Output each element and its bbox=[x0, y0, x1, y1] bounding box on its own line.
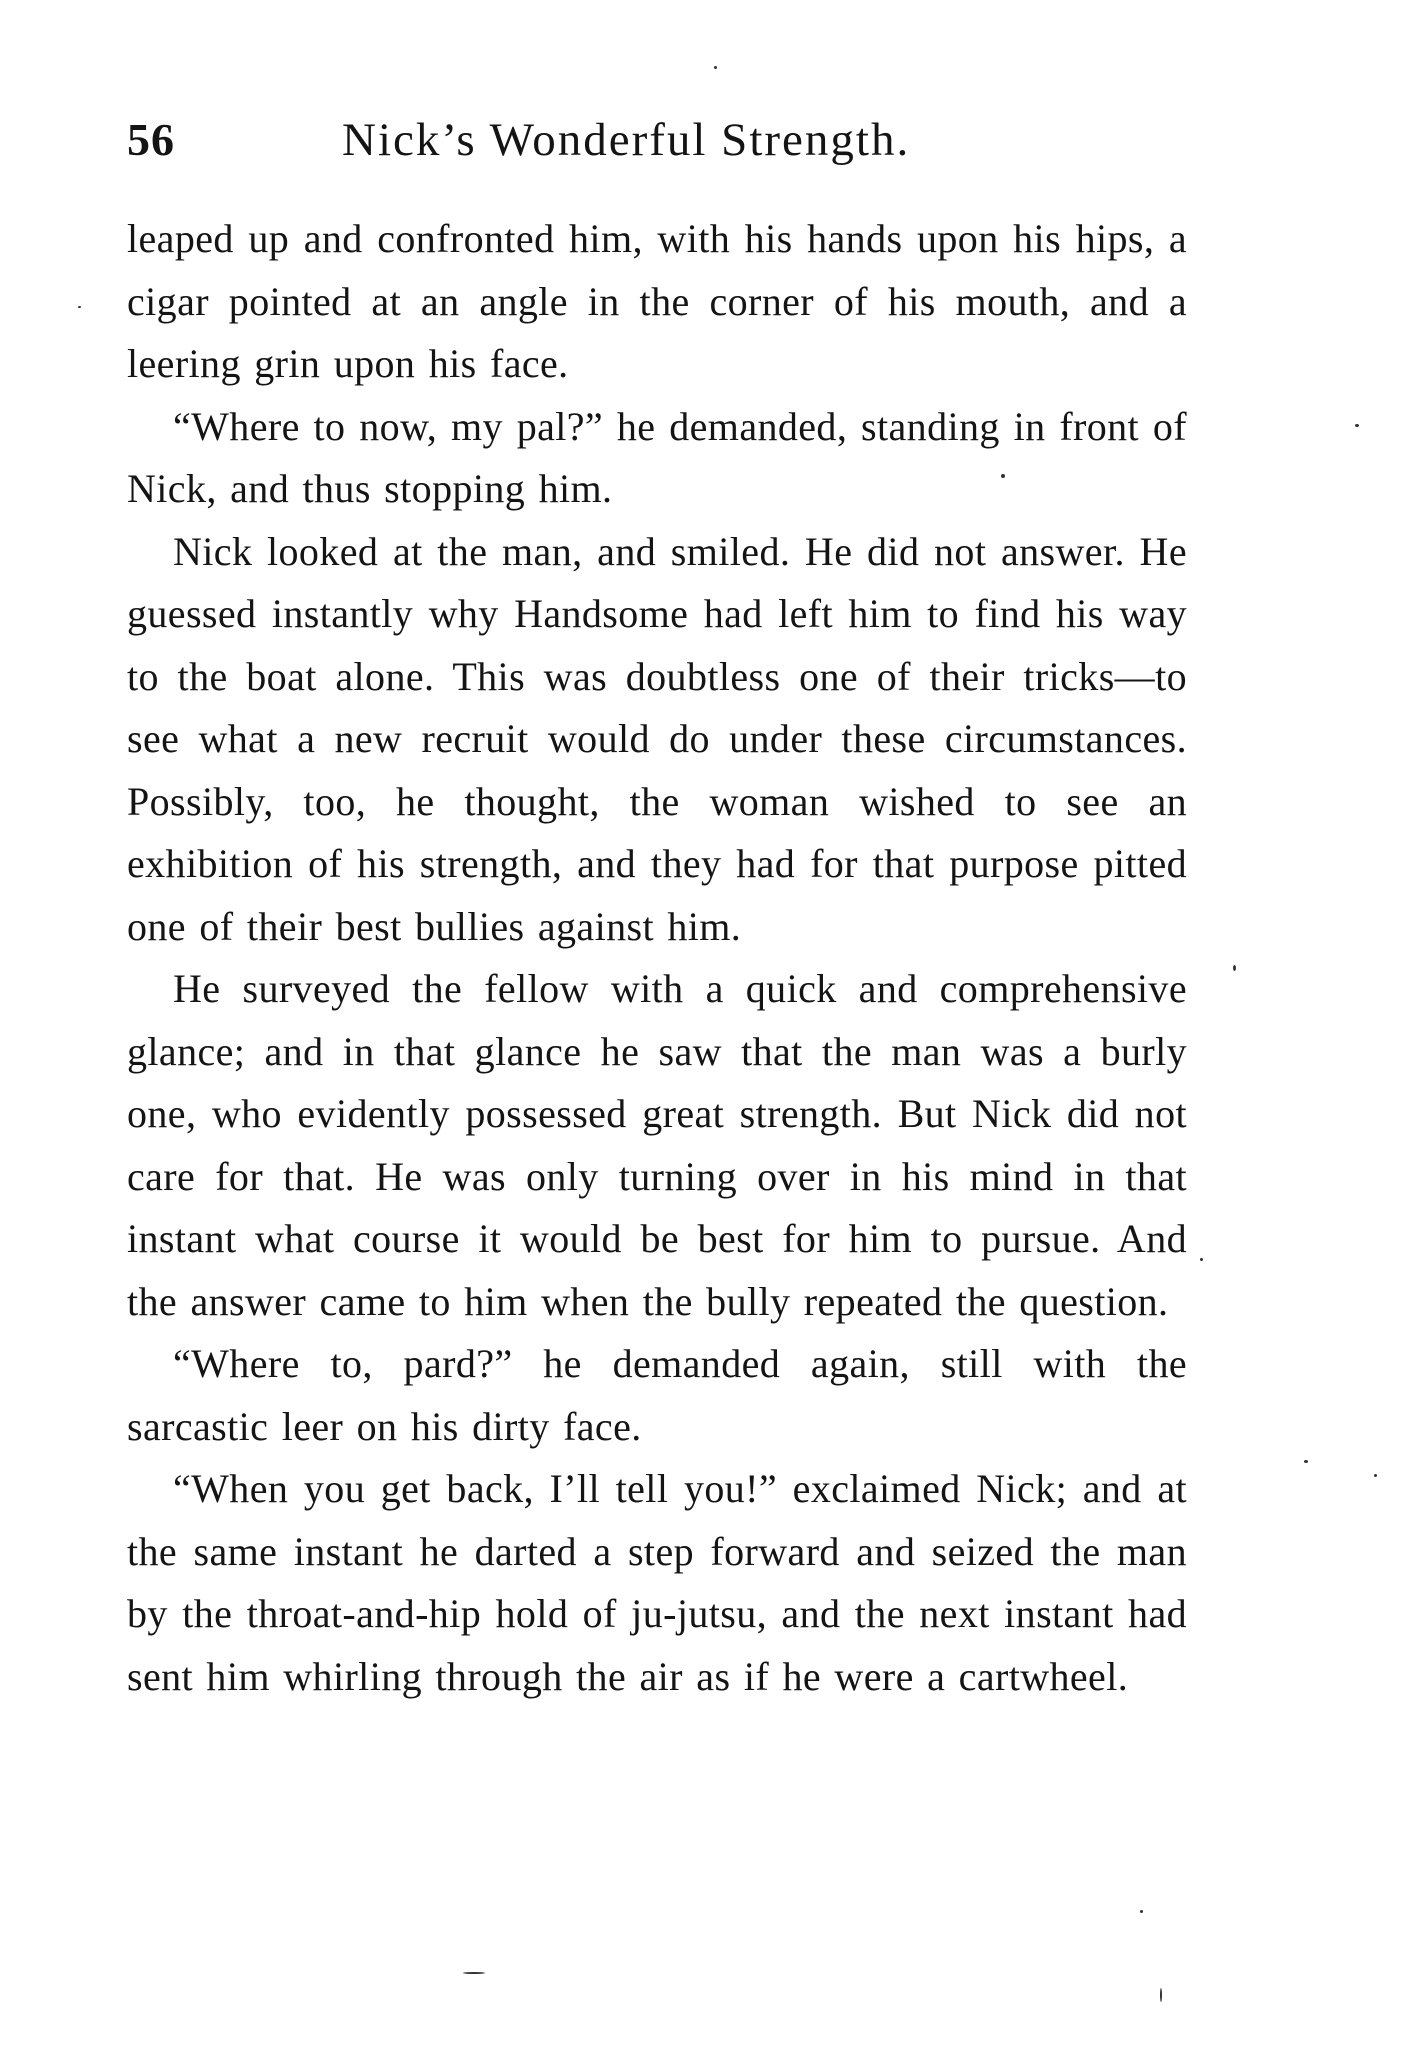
print-speck bbox=[1001, 474, 1005, 478]
body-text bbox=[127, 208, 1187, 1708]
print-speck bbox=[463, 1972, 485, 1974]
paragraph-where-to-now: “Where to now, my pal?” he demanded, standing in front of Nick, and thus stopping him. bbox=[127, 403, 1187, 511]
paragraph-he-surveyed: He surveyed the fellow with a quick and comprehensive glance; and in that glance he saw that the man was a burly one, who evidently possessed great strength. But Nick did not care for that. He was only turning over in his mind in that instant what course it would be best for him to pursue. And the answer came to him when the bully repeated the question. bbox=[127, 966, 1187, 1324]
print-speck bbox=[1374, 1474, 1377, 1477]
print-speck bbox=[78, 306, 81, 308]
running-title: Nick’s Wonderful Strength. bbox=[342, 114, 911, 166]
print-speck bbox=[714, 66, 717, 69]
print-speck bbox=[1160, 1988, 1162, 2002]
paragraph-when-you-get-back: “When you get back, I’ll tell you!” exclaimed Nick; and at the same instant he darted a step forward and seized the man by the throat-and-hip hold of ju-jutsu, and the next instant had sent him whirling through the air as if he were a cartwheel. bbox=[127, 1466, 1187, 1699]
print-speck bbox=[1355, 424, 1359, 427]
print-speck bbox=[1200, 1258, 1203, 1261]
paragraph-where-to-pard: “Where to, pard?” he demanded again, still with the sarcastic leer on his dirty face. bbox=[127, 1341, 1187, 1449]
print-speck bbox=[1304, 1460, 1308, 1463]
page-number: 56 bbox=[127, 114, 175, 165]
print-speck bbox=[1233, 965, 1236, 971]
paragraph-nick-looked: Nick looked at the man, and smiled. He did not answer. He guessed instantly why Handsome had left him to find his way to the boat alone. This was doubtless one of their tricks—to see what a new recruit would do under these circumstances. Possibly, too, he thought, the woman wished to see an exhibition of his strength, and they had for that purpose pitted one of their best bullies against him. bbox=[127, 528, 1187, 949]
page-header bbox=[127, 105, 1187, 175]
paragraph-continuation: leaped up and confronted him, with his hands upon his hips, a cigar pointed at an angle in the corner of his mouth, and a leering grin upon his face. bbox=[127, 216, 1187, 386]
print-speck bbox=[1140, 1910, 1143, 1913]
